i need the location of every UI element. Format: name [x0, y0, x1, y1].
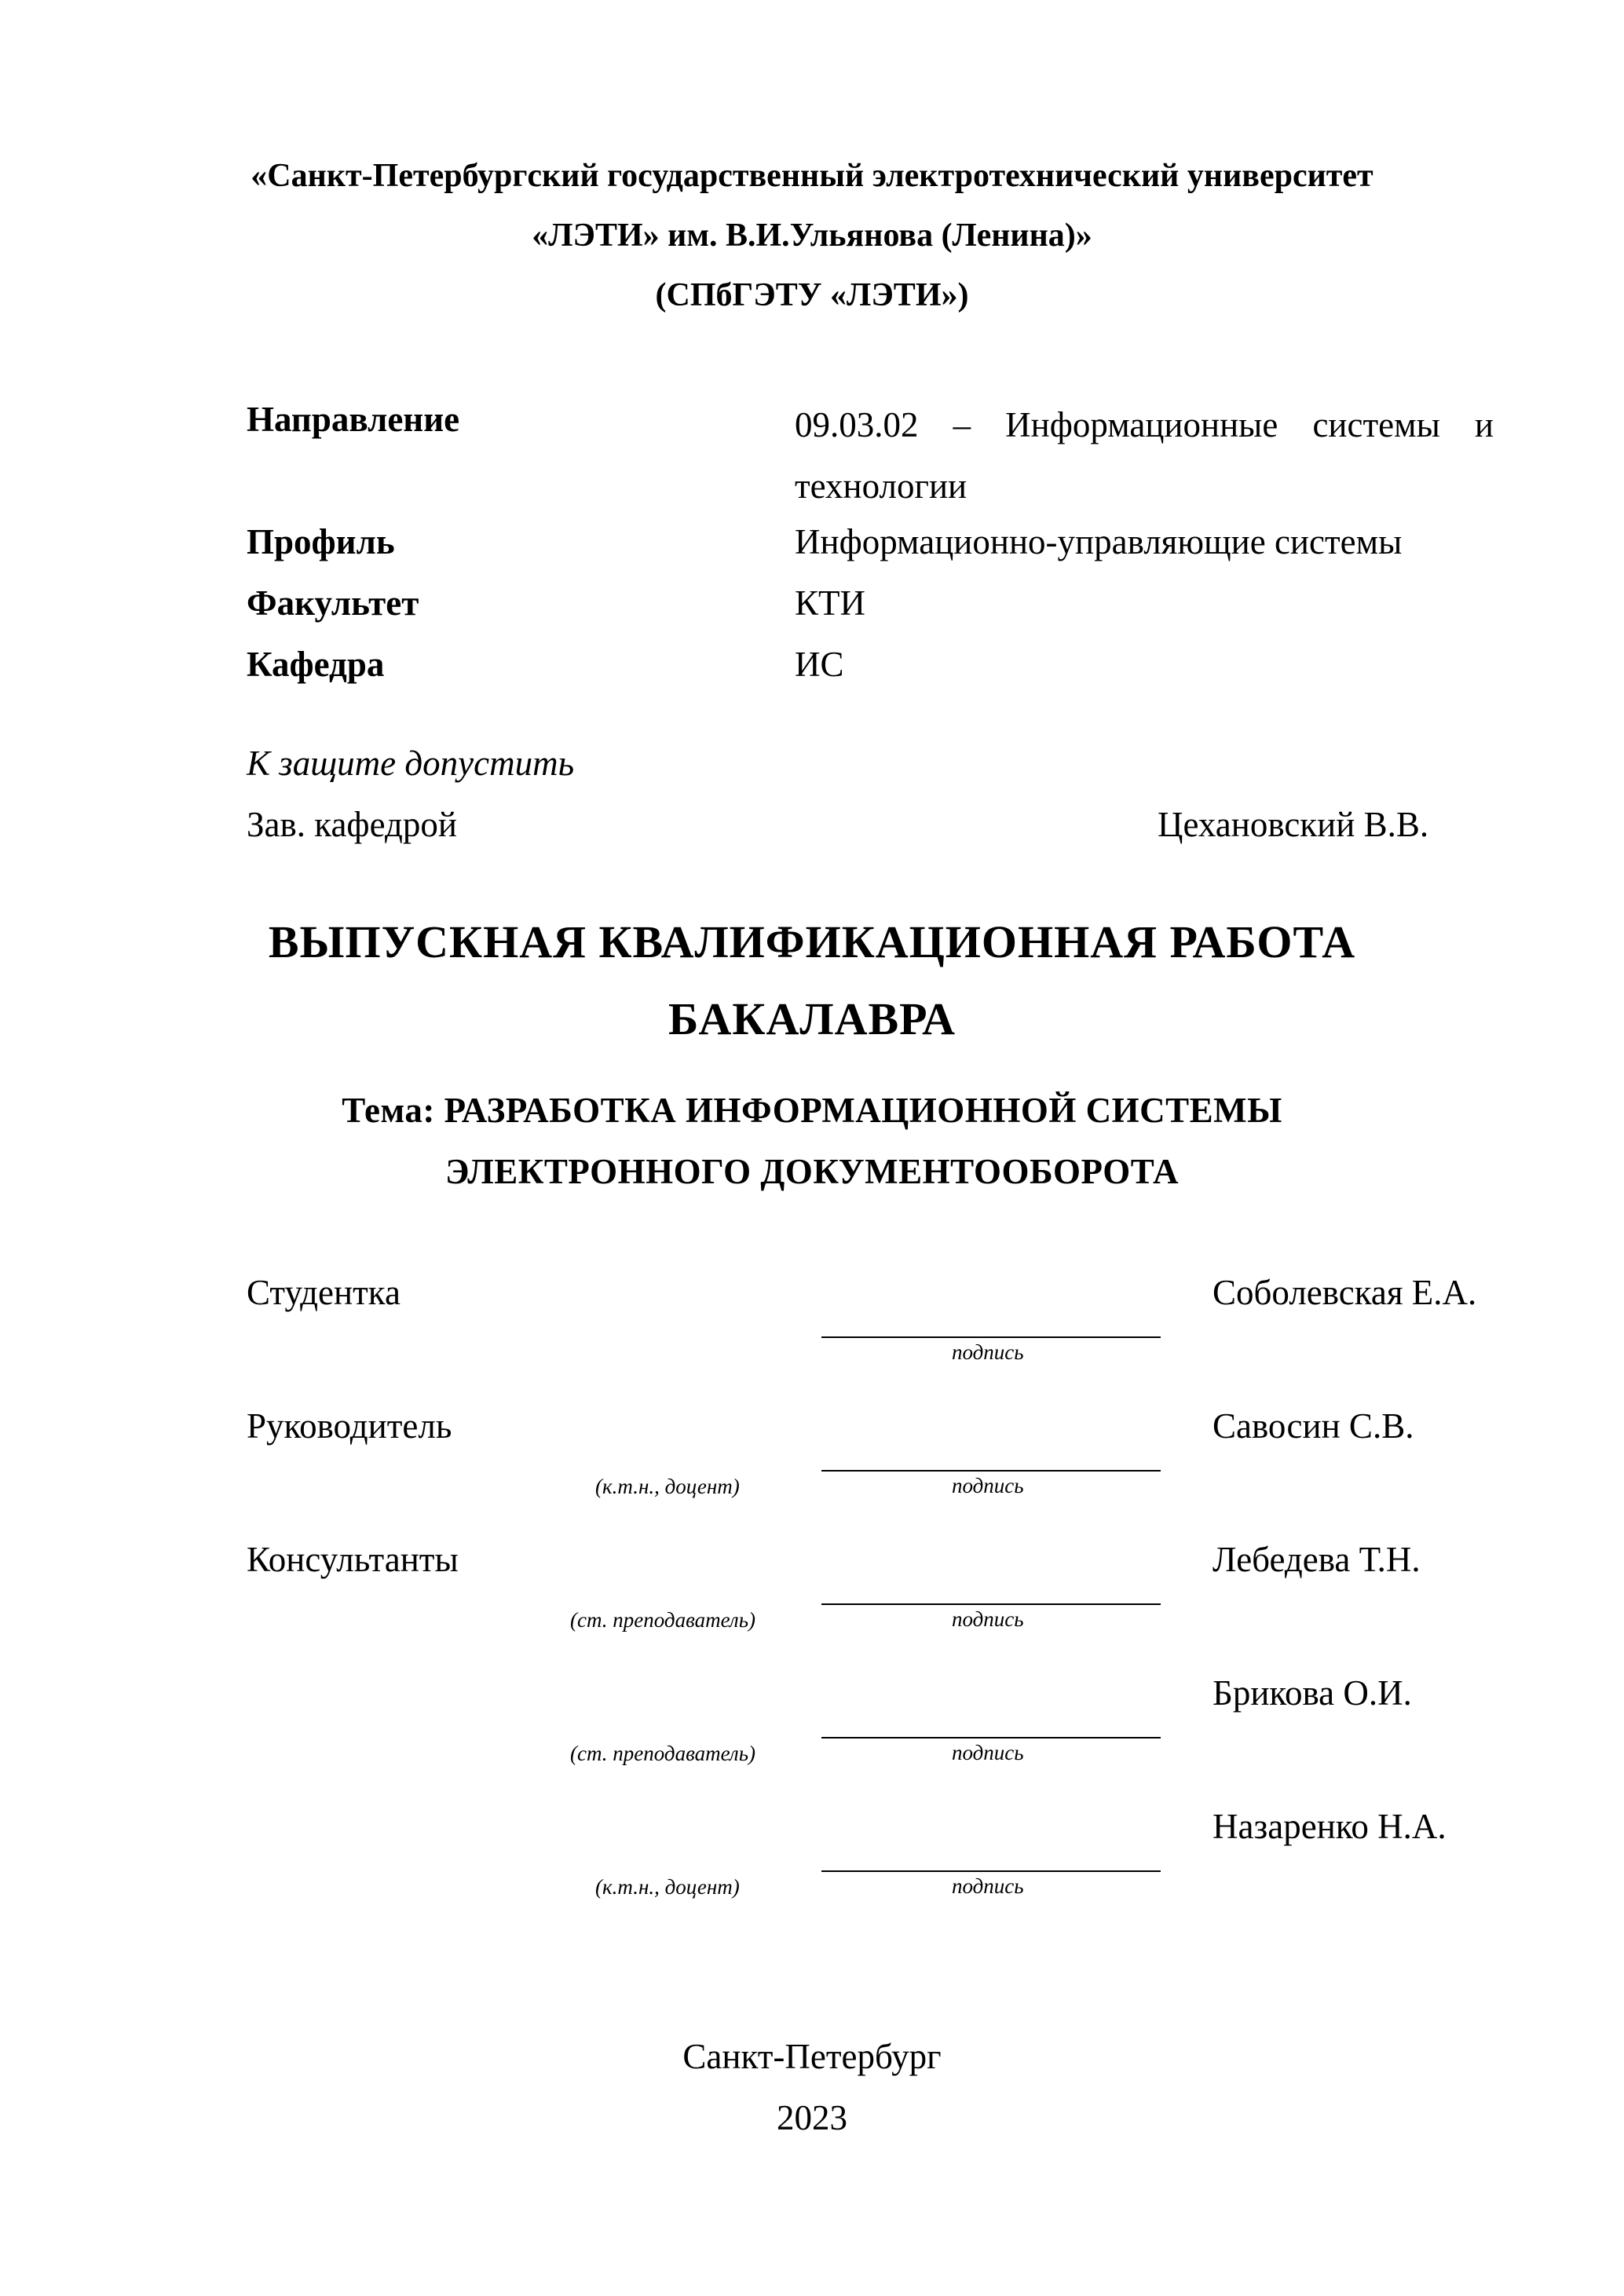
footer-year: 2023	[777, 2098, 847, 2137]
faculty-label: Факультет	[247, 583, 419, 623]
head-of-department-label: Зав. кафедрой	[247, 805, 457, 844]
signature-role: Руководитель	[247, 1406, 452, 1446]
direction-label: Направление	[247, 400, 460, 439]
footer-city: Санкт-Петербург	[682, 2037, 942, 2076]
signatory-qualification: (ст. преподаватель)	[570, 1742, 755, 1765]
signature-role: Студентка	[247, 1273, 401, 1312]
document-title	[0, 904, 1624, 1058]
profile-value: Информационно-управляющие системы	[795, 522, 1403, 561]
signature-line	[821, 1870, 1161, 1872]
signatory-qualification: (к.т.н., доцент)	[595, 1475, 740, 1498]
signature-role: Консультанты	[247, 1540, 459, 1579]
signatory-qualification: (к.т.н., доцент)	[595, 1875, 740, 1899]
signatory-name: Назаренко Н.А.	[1213, 1807, 1447, 1846]
thesis-theme-line1: Тема: РАЗРАБОТКА ИНФОРМАЦИОННОЙ СИСТЕМЫ	[342, 1091, 1282, 1130]
signatory-name: Лебедева Т.Н.	[1213, 1540, 1421, 1579]
department-label: Кафедра	[247, 645, 385, 684]
signatory-name: Брикова О.И.	[1213, 1673, 1412, 1713]
admission-text: К защите допустить	[247, 744, 575, 783]
signature-caption: подпись	[952, 1340, 1024, 1364]
thesis-theme-line2: ЭЛЕКТРОННОГО ДОКУМЕНТООБОРОТА	[445, 1152, 1179, 1191]
department-value: ИС	[795, 645, 844, 684]
profile-label: Профиль	[247, 522, 395, 561]
direction-value: 09.03.02 – Информационные системы и технологии	[795, 405, 1494, 506]
document-title-line2: БАКАЛАВРА	[668, 993, 956, 1044]
university-name-line1: «Санкт-Петербургский государственный электротехнический университет	[251, 158, 1373, 194]
signature-caption: подпись	[952, 1874, 1024, 1898]
head-of-department-name: Цехановский В.В.	[1158, 805, 1429, 844]
university-abbreviation: (СПбГЭТУ «ЛЭТИ»)	[655, 277, 969, 313]
signature-line	[821, 1470, 1161, 1472]
university-header	[0, 146, 1624, 325]
signature-line	[821, 1737, 1161, 1738]
thesis-theme	[0, 1080, 1624, 1202]
signature-line	[821, 1336, 1161, 1338]
document-title-line1: ВЫПУСКНАЯ КВАЛИФИКАЦИОННАЯ РАБОТА	[268, 916, 1356, 967]
signature-caption: подпись	[952, 1607, 1024, 1631]
signature-caption: подпись	[952, 1474, 1024, 1497]
signatory-name: Савосин С.В.	[1213, 1406, 1414, 1446]
university-name-line2: «ЛЭТИ» им. В.И.Ульянова (Ленина)»	[532, 218, 1092, 254]
signatory-name: Соболевская Е.А.	[1213, 1273, 1477, 1312]
signature-line	[821, 1603, 1161, 1605]
signature-caption: подпись	[952, 1741, 1024, 1764]
signatory-qualification: (ст. преподаватель)	[570, 1608, 755, 1632]
faculty-value: КТИ	[795, 583, 865, 623]
footer	[0, 2026, 1624, 2148]
